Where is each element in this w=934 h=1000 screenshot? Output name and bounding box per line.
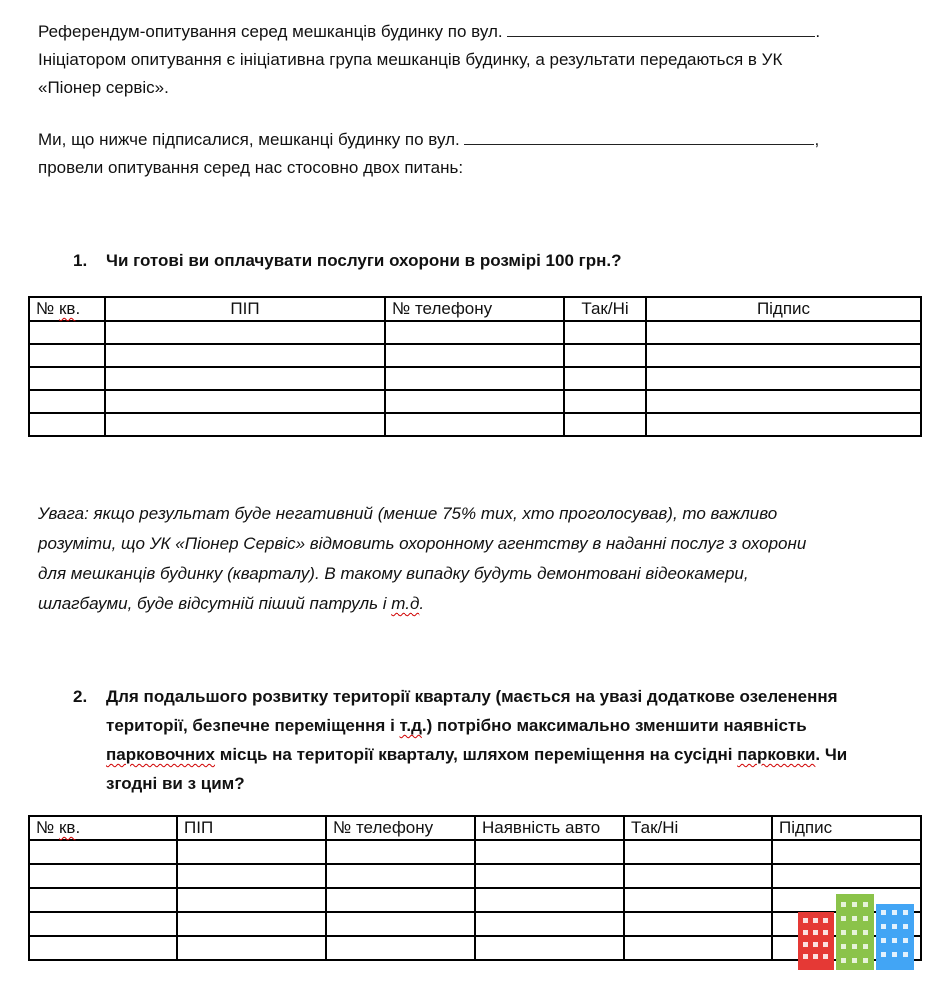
table-cell[interactable] [646, 321, 921, 344]
table-row [29, 413, 921, 436]
header-apartment: № кв. [29, 297, 105, 321]
table-row [29, 840, 921, 864]
table-cell[interactable] [564, 390, 646, 413]
table-cell[interactable] [624, 864, 772, 888]
table-row [29, 888, 921, 912]
survey-table-2 [28, 815, 922, 961]
table-cell[interactable] [475, 912, 624, 936]
table-cell[interactable] [29, 912, 177, 936]
table-cell[interactable] [326, 840, 475, 864]
table-cell[interactable] [177, 912, 326, 936]
intro-line-1: Референдум-опитування серед мешканців будинку по вул. . [38, 22, 821, 41]
table-cell[interactable] [105, 321, 385, 344]
table-cell[interactable] [29, 344, 105, 367]
table-cell[interactable] [624, 912, 772, 936]
table-cell[interactable] [624, 888, 772, 912]
header-yes-no: Так/Ні [624, 816, 772, 840]
table-cell[interactable] [105, 344, 385, 367]
table-cell[interactable] [29, 413, 105, 436]
table-header-row [29, 816, 921, 840]
table-cell[interactable] [29, 367, 105, 390]
table-cell[interactable] [385, 390, 564, 413]
table-cell[interactable] [385, 344, 564, 367]
table-cell[interactable] [177, 840, 326, 864]
header-yes-no: Так/Ні [564, 297, 646, 321]
header-car: Наявність авто [475, 816, 624, 840]
table-cell[interactable] [624, 936, 772, 960]
signatories-line-1: Ми, що нижче підписалися, мешканці будинку по вул. , [38, 130, 820, 149]
table-cell[interactable] [385, 413, 564, 436]
table-cell[interactable] [646, 367, 921, 390]
header-phone: № телефону [326, 816, 475, 840]
table-cell[interactable] [177, 888, 326, 912]
question-1 [73, 246, 622, 275]
intro-paragraph [38, 18, 898, 102]
green-building [836, 894, 874, 970]
table-cell[interactable] [475, 888, 624, 912]
question-1-number: 1. [73, 251, 88, 270]
table-row [29, 912, 921, 936]
table-cell[interactable] [29, 321, 105, 344]
question-1-text: Чи готові ви оплачувати послуги охорони в розмірі 100 грн.? [106, 251, 622, 270]
table-cell[interactable] [177, 936, 326, 960]
signatories-line-2: провели опитування серед нас стосовно двох питань: [38, 158, 464, 177]
table-cell[interactable] [564, 367, 646, 390]
header-signature: Підпис [646, 297, 921, 321]
table-cell[interactable] [29, 888, 177, 912]
table-cell[interactable] [29, 840, 177, 864]
table-cell[interactable] [29, 936, 177, 960]
table-row [29, 864, 921, 888]
red-building [798, 912, 834, 970]
street-blank-2[interactable] [464, 128, 814, 145]
table-cell[interactable] [475, 936, 624, 960]
question-2-line-3: парковочних місць на території кварталу, шляхом переміщення на сусідні парковки. Чи [106, 745, 848, 764]
warning-line-2: розуміти, що УК «Піонер Сервіс» відмовить охоронному агентству в наданні послуг з охорони [38, 534, 807, 553]
table-cell[interactable] [29, 390, 105, 413]
city-buildings-logo [798, 894, 914, 970]
warning-note [38, 499, 908, 619]
header-apartment: № кв. [29, 816, 177, 840]
warning-line-1: Увага: якщо результат буде негативний (менше 75% тих, хто проголосував), то важливо [38, 504, 778, 523]
question-2-line-4: згодні ви з цим? [106, 774, 245, 793]
question-2-line-1: Для подальшого розвитку території кварталу (мається на увазі додаткове озеленення [106, 687, 838, 706]
table-cell[interactable] [105, 413, 385, 436]
table-cell[interactable] [105, 390, 385, 413]
question-2-text [106, 682, 903, 798]
table-cell[interactable] [646, 413, 921, 436]
header-phone: № телефону [385, 297, 564, 321]
question-2-line-2: території, безпечне переміщення і т.д.) потрібно максимально зменшити наявність [106, 716, 807, 735]
table-row [29, 344, 921, 367]
intro-line-3: «Піонер сервіс». [38, 78, 169, 97]
table-row [29, 321, 921, 344]
table-row [29, 390, 921, 413]
intro-line-2: Ініціатором опитування є ініціативна група мешканців будинку, а результати передаються в УК [38, 50, 783, 69]
table-cell[interactable] [385, 367, 564, 390]
question-2 [73, 682, 903, 798]
table-cell[interactable] [105, 367, 385, 390]
table-cell[interactable] [475, 864, 624, 888]
warning-line-4: шлагбауми, буде відсутній піший патруль і т.д. [38, 594, 425, 613]
question-2-number: 2. [73, 687, 88, 706]
table-cell[interactable] [646, 390, 921, 413]
warning-line-3: для мешканців будинку (кварталу). В такому випадку будуть демонтовані відеокамери, [38, 564, 749, 583]
table-cell[interactable] [646, 344, 921, 367]
header-signature: Підпис [772, 816, 921, 840]
blue-building [876, 904, 914, 970]
table-header-row [29, 297, 921, 321]
table-cell[interactable] [177, 864, 326, 888]
table-cell[interactable] [326, 936, 475, 960]
header-name: ПІП [177, 816, 326, 840]
table-cell[interactable] [564, 321, 646, 344]
table-cell[interactable] [326, 912, 475, 936]
table-cell[interactable] [385, 321, 564, 344]
table-cell[interactable] [772, 864, 921, 888]
table-cell[interactable] [29, 864, 177, 888]
table-cell[interactable] [624, 840, 772, 864]
signatories-paragraph [38, 126, 898, 182]
table-cell[interactable] [475, 840, 624, 864]
table-row [29, 367, 921, 390]
survey-table-1 [28, 296, 922, 437]
header-name: ПІП [105, 297, 385, 321]
table-cell[interactable] [326, 864, 475, 888]
table-row [29, 936, 921, 960]
table-cell[interactable] [564, 413, 646, 436]
table-cell[interactable] [564, 344, 646, 367]
table-cell[interactable] [326, 888, 475, 912]
table-cell[interactable] [772, 840, 921, 864]
street-blank[interactable] [507, 20, 815, 37]
